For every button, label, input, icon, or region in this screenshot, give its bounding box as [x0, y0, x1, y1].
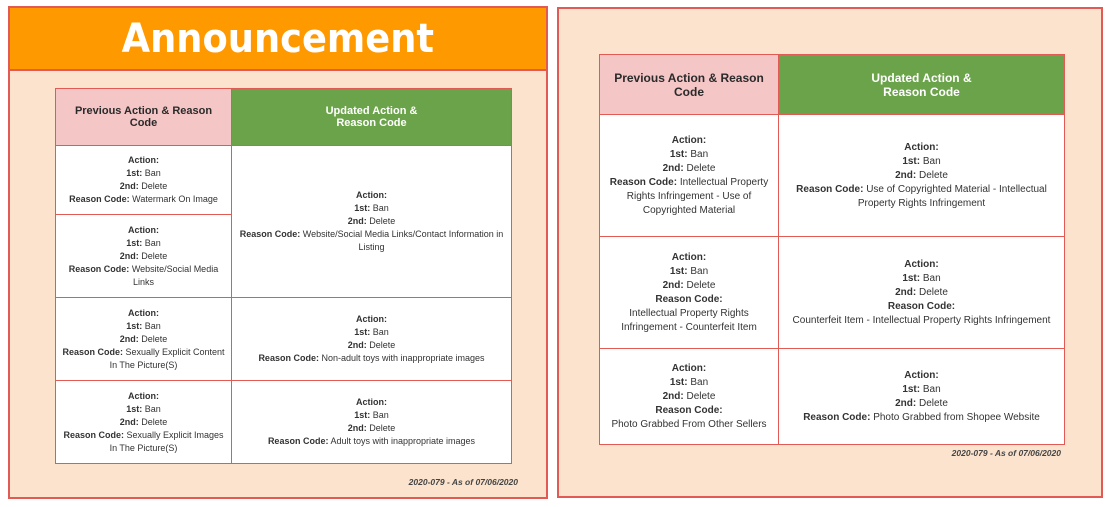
previous-cell: Action: 1st: Ban 2nd: Delete Reason Code: Intellectual Property Rights Infringement - Counterfeit Item	[600, 237, 779, 349]
header-updated: Updated Action & Reason Code	[779, 55, 1065, 115]
updated-cell: Action: 1st: Ban 2nd: Delete Reason Code: Non-adult toys with inappropriate images	[232, 298, 512, 381]
previous-cell: Action: 1st: Ban 2nd: Delete Reason Code: Sexually Explicit Content In The Picture(S)	[56, 298, 232, 381]
table-row	[600, 115, 1065, 237]
announcement-panel-left	[8, 6, 548, 499]
updated-cell: Action: 1st: Ban 2nd: Delete Reason Code: Adult toys with inappropriate images	[232, 381, 512, 464]
updated-cell: Action: 1st: Ban 2nd: Delete Reason Code: Photo Grabbed from Shopee Website	[779, 349, 1065, 445]
header-previous: Previous Action & Reason Code	[600, 55, 779, 115]
footnote: 2020-079 - As of 07/06/2020	[951, 448, 1061, 458]
table-header-row	[56, 89, 512, 146]
previous-cell: Action: 1st: Ban 2nd: Delete Reason Code: Watermark On Image	[56, 146, 232, 215]
announcement-banner	[10, 8, 546, 71]
header-updated: Updated Action & Reason Code	[232, 89, 512, 146]
footnote: 2020-079 - As of 07/06/2020	[408, 477, 518, 487]
header-previous: Previous Action & Reason Code	[56, 89, 232, 146]
table-row	[600, 237, 1065, 349]
announcement-panel-right	[557, 7, 1103, 498]
table-row	[600, 349, 1065, 445]
table-row	[56, 381, 512, 464]
previous-cell: Action: 1st: Ban 2nd: Delete Reason Code: Intellectual Property Rights Infringement - Use of Copyrighted Material	[600, 115, 779, 237]
updated-cell: Action: 1st: Ban 2nd: Delete Reason Code: Counterfeit Item - Intellectual Property Rights Infringement	[779, 237, 1065, 349]
previous-cell: Action: 1st: Ban 2nd: Delete Reason Code: Photo Grabbed From Other Sellers	[600, 349, 779, 445]
action-reason-table-right	[599, 54, 1065, 445]
updated-cell: Action: 1st: Ban 2nd: Delete Reason Code: Website/Social Media Links/Contact Information in Listing	[232, 146, 512, 298]
table-row	[56, 298, 512, 381]
table-header-row	[600, 55, 1065, 115]
updated-cell: Action: 1st: Ban 2nd: Delete Reason Code: Use of Copyrighted Material - Intellectual Property Rights Infringement	[779, 115, 1065, 237]
banner-title: Announcement	[121, 15, 435, 62]
previous-cell: Action: 1st: Ban 2nd: Delete Reason Code: Sexually Explicit Images In The Picture(S)	[56, 381, 232, 464]
table-row	[56, 146, 512, 215]
previous-cell: Action: 1st: Ban 2nd: Delete Reason Code: Website/Social Media Links	[56, 215, 232, 298]
action-reason-table-left	[55, 88, 512, 464]
